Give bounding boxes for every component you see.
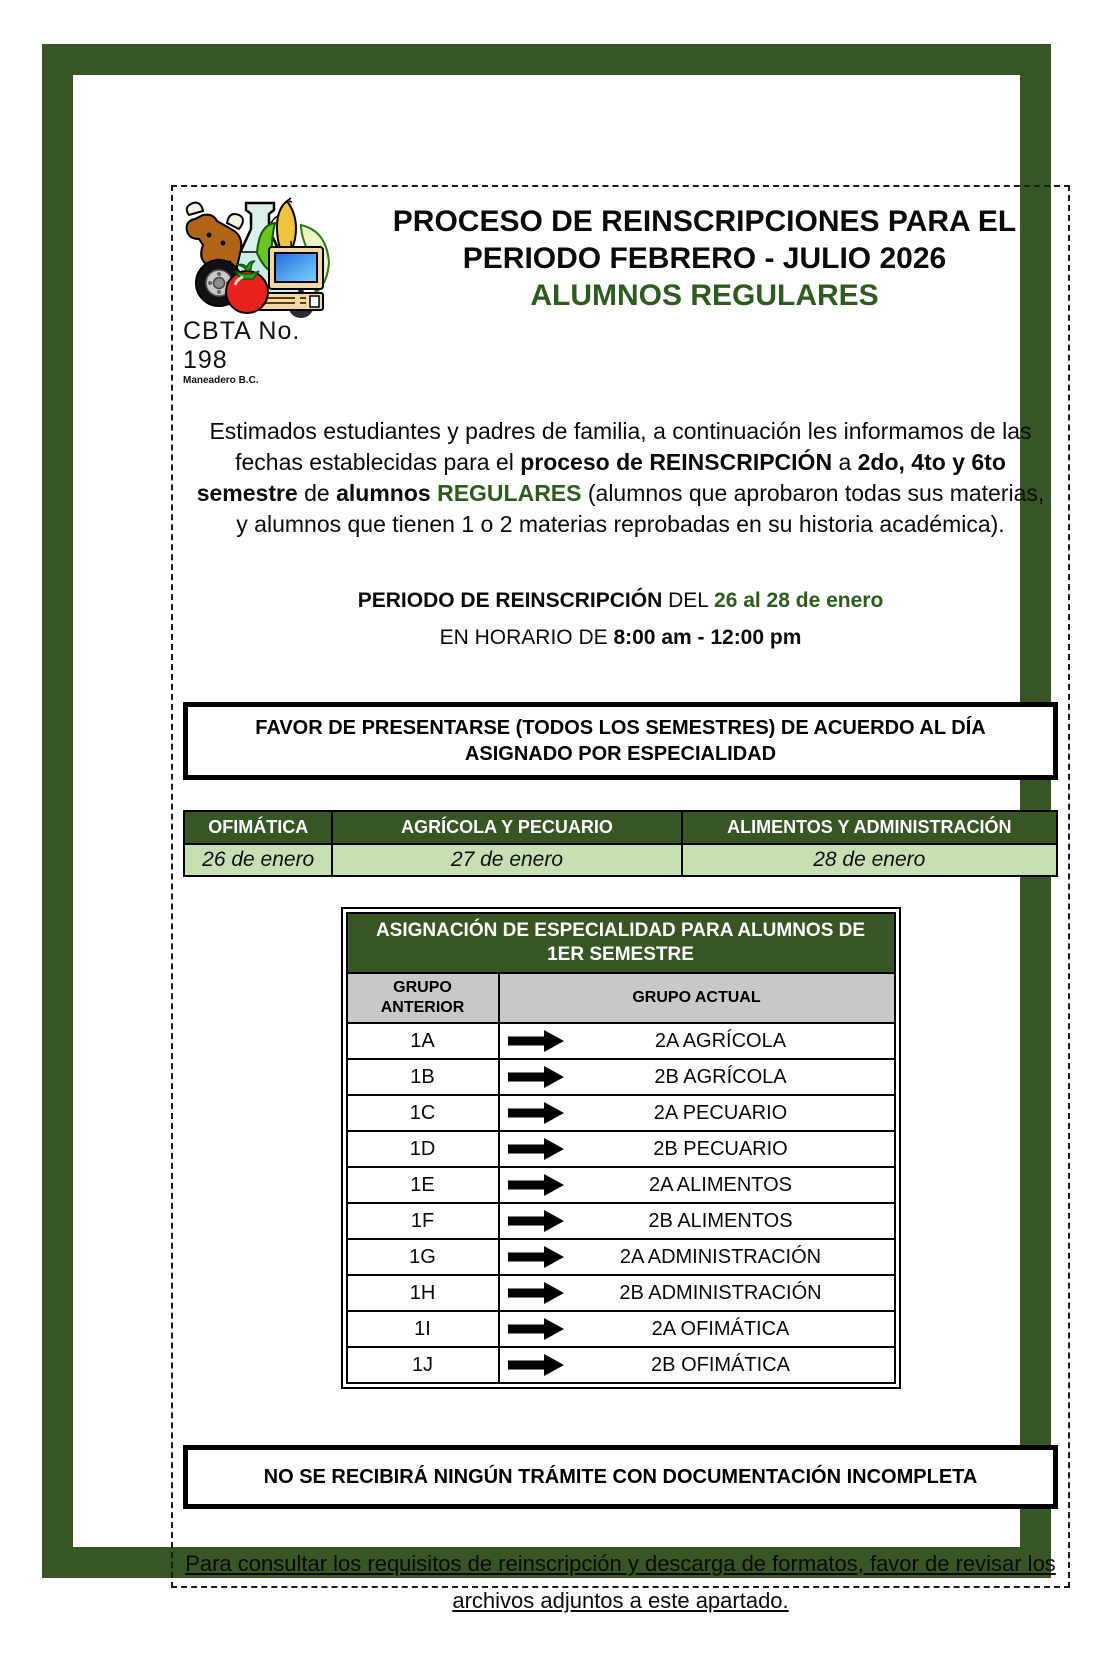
school-logo-icon: [183, 197, 335, 319]
intro-paragraph: Estimados estudiantes y padres de familia, a continuación les informamos de las fechas establecidas para el proceso de REINSCRIPCIÓN a 2do, 4to y 6to semestre de alumnos REGULARES (alumnos que aprobaron todas sus materias, y alumnos que tienen 1 o 2 materias reprobadas en su historia académica).: [196, 418, 1045, 537]
specialty-schedule-table: [183, 810, 1058, 877]
group-previous: 1E: [347, 1167, 499, 1203]
schedule-header-alimentos-administracion: ALIMENTOS Y ADMINISTRACIÓN: [682, 811, 1057, 844]
group-previous: 1B: [347, 1059, 499, 1095]
right-arrow-icon: [506, 1282, 566, 1304]
attendance-notice-box: FAVOR DE PRESENTARSE (TODOS LOS SEMESTRES) DE ACUERDO AL DÍA ASIGNADO POR ESPECIALIDAD: [255, 717, 986, 765]
group-previous: 1D: [347, 1131, 499, 1167]
schedule-date-1: 26 de enero: [184, 844, 332, 876]
page-title-line-1: PROCESO DE REINSCRIPCIONES PARA EL: [392, 205, 1017, 238]
assignment-table: [346, 912, 896, 1384]
content-area: [171, 185, 1070, 1613]
group-current: 2A AGRÍCOLA: [654, 1029, 787, 1052]
group-current: 2A ADMINISTRACIÓN: [619, 1245, 822, 1268]
logo-caption: CBTA No. 198: [183, 317, 301, 374]
right-arrow-icon: [506, 1102, 566, 1124]
right-arrow-icon: [506, 1066, 566, 1088]
document-header: [183, 193, 1058, 386]
documentation-notice-box: NO SE RECIBIRÁ NINGÚN TRÁMITE CON DOCUMENTACIÓN INCOMPLETA: [183, 1445, 1058, 1509]
assignment-table-body: [347, 1023, 895, 1383]
right-arrow-icon: [506, 1354, 566, 1376]
group-previous: 1G: [347, 1239, 499, 1275]
right-arrow-icon: [506, 1210, 566, 1232]
column-header-grupo-actual: GRUPO ACTUAL: [499, 973, 895, 1023]
group-previous: 1J: [347, 1347, 499, 1383]
table-row: [347, 1347, 895, 1383]
table-row: [347, 1059, 895, 1095]
group-current: 2B PECUARIO: [653, 1137, 788, 1160]
schedule-dates-row: [184, 844, 1057, 876]
schedule-date-3: 28 de enero: [682, 844, 1057, 876]
table-row: [347, 1167, 895, 1203]
column-header-grupo-anterior: GRUPO ANTERIOR: [347, 973, 499, 1023]
group-previous: 1A: [347, 1023, 499, 1059]
group-current: 2A ALIMENTOS: [648, 1173, 793, 1196]
group-previous: 1I: [347, 1311, 499, 1347]
page-frame: [42, 44, 1056, 1613]
right-arrow-icon: [506, 1138, 566, 1160]
right-arrow-icon: [506, 1318, 566, 1340]
right-arrow-icon: [506, 1030, 566, 1052]
table-row: [347, 1203, 895, 1239]
period-line-1: PERIODO DE REINSCRIPCIÓN DEL 26 al 28 de enero: [357, 589, 884, 612]
schedule-header-agricola-pecuario: AGRÍCOLA Y PECUARIO: [332, 811, 681, 844]
group-current: 2B AGRÍCOLA: [654, 1065, 787, 1088]
schedule-header-ofimatica: OFIMÁTICA: [184, 811, 332, 844]
footer-note: Para consultar los requisitos de reinscripción y descarga de formatos, favor de revisar los archivos adjuntos a este apartado.: [185, 1551, 1056, 1613]
right-arrow-icon: [506, 1246, 566, 1268]
period-line-2: EN HORARIO DE 8:00 am - 12:00 pm: [439, 626, 802, 649]
group-current: 2A OFIMÁTICA: [651, 1317, 790, 1340]
table-row: [347, 1275, 895, 1311]
page-title-line-2: PERIODO FEBRERO - JULIO 2026: [462, 242, 947, 275]
group-previous: 1F: [347, 1203, 499, 1239]
title-block: [351, 193, 1058, 314]
table-row: [347, 1239, 895, 1275]
page-subtitle: ALUMNOS REGULARES: [530, 279, 879, 312]
group-current: 2B ALIMENTOS: [648, 1209, 793, 1232]
assignment-table-title: ASIGNACIÓN DE ESPECIALIDAD PARA ALUMNOS DE 1ER SEMESTRE: [347, 913, 895, 973]
schedule-date-2: 27 de enero: [332, 844, 681, 876]
table-row: [347, 1311, 895, 1347]
group-previous: 1H: [347, 1275, 499, 1311]
group-previous: 1C: [347, 1095, 499, 1131]
group-current: 2A PECUARIO: [653, 1101, 788, 1124]
table-row: [347, 1131, 895, 1167]
group-current: 2B ADMINISTRACIÓN: [619, 1281, 822, 1304]
logo-subcaption: Maneadero B.C.: [183, 375, 259, 386]
right-arrow-icon: [506, 1174, 566, 1196]
assignment-table-wrapper: [341, 907, 901, 1389]
enrollment-period: [183, 582, 1058, 656]
table-row: [347, 1095, 895, 1131]
group-current: 2B OFIMÁTICA: [651, 1353, 790, 1376]
school-logo-block: [183, 193, 351, 386]
table-row: [347, 1023, 895, 1059]
